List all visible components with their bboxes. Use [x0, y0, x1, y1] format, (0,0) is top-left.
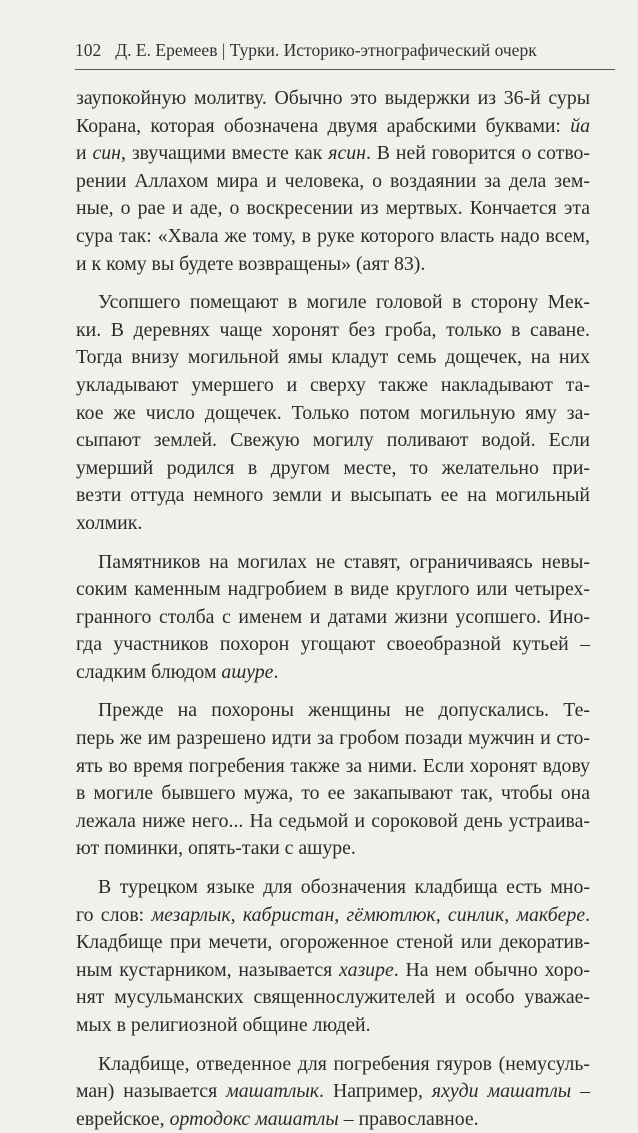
text-line: ным кустарником, называется хазире. На нем обычно хоро-	[76, 958, 590, 981]
text-line: Тогда внизу могильной ямы кладут семь дощечек, на них	[76, 346, 590, 369]
paragraph	[76, 549, 590, 687]
text-line: холмик.	[76, 511, 143, 534]
header-rule	[75, 69, 615, 70]
text-line: сура так: «Хвала же тому, в руке которого власть надо всем,	[76, 224, 590, 247]
body-text	[76, 85, 590, 1133]
text-line: Кладбище при мечети, огороженное стеной или декоратив-	[76, 931, 590, 954]
text-line: сладким блюдом ашуре.	[76, 660, 279, 683]
text-line: и к кому вы будете возвращены» (аят 83).	[76, 252, 426, 275]
paragraph	[76, 289, 590, 537]
text-line: гранного столба с именем и датами жизни усопшего. Ино-	[76, 605, 590, 628]
text-line: ять во время погребения также за ними. Если хоронят вдову	[76, 754, 590, 777]
text-line: ные, о рае и аде, о воскресении из мертвых. Кончается эта	[76, 197, 590, 220]
paragraph	[76, 697, 590, 863]
text-line: Корана, которая обозначена двумя арабскими буквами: йа	[76, 114, 590, 137]
text-line: мых в религиозной общине людей.	[76, 1014, 371, 1036]
text-line: соким каменным надгробием в виде круглого или четырех-	[76, 578, 590, 601]
text-line: рении Аллахом мира и человека, о воздаянии за дела зем-	[76, 169, 590, 192]
text-line: в могиле бывшего мужа, то ее закапывают так, чтобы она	[76, 782, 590, 805]
text-line: везти оттуда немного земли и высыпать ее на могильный	[76, 484, 590, 507]
text-line: гда участников похорон угощают своеобразной кутьей –	[76, 633, 590, 656]
text-line: Прежде на похороны женщины не допускались. Те-	[98, 699, 590, 722]
text-line: ки. В деревнях чаще хоронят без гроба, только в саване.	[76, 318, 590, 341]
text-line: Памятников на могилах не ставят, ограничиваясь невы-	[98, 550, 590, 573]
text-line: Усопшего помещают в могиле головой в сторону Мек-	[98, 291, 590, 314]
text-line: го слов: мезарлык, кабристан, гёмютлюк, синлик, макбере.	[76, 903, 591, 926]
text-line: заупокойную молитву. Обычно это выдержки из 36-й суры	[76, 87, 590, 109]
paragraph	[76, 1051, 590, 1133]
page-number: 102	[75, 40, 102, 60]
running-title: Д. Е. Еремеев | Турки. Историко-этнографический очерк	[115, 40, 537, 60]
text-line: укладывают умершего и сверху также накладывают та-	[76, 373, 590, 396]
text-line: лежала ниже него... На седьмой и сороковой день устраива-	[76, 809, 590, 832]
text-line: Кладбище, отведенное для погребения гяуров (немусуль-	[98, 1052, 590, 1075]
running-header	[75, 38, 615, 62]
paragraph	[76, 85, 590, 278]
text-line: еврейское, ортодокс машатлы – православное.	[76, 1107, 479, 1130]
text-line: нят мусульманских священнослужителей и особо уважае-	[76, 986, 590, 1009]
text-line: ют поминки, опять-таки с ашуре.	[76, 837, 356, 860]
text-line: перь же им разрешено идти за гробом позади мужчин и сто-	[76, 727, 590, 750]
text-line: кое же число дощечек. Только потом могильную яму за-	[76, 401, 590, 424]
text-line: умерший родился в другом месте, то желательно при-	[76, 456, 590, 479]
text-line: В турецком языке для обозначения кладбища есть мно-	[98, 876, 590, 899]
paragraph	[76, 874, 590, 1040]
text-line: и син, звучащими вместе как ясин. В ней говорится о сотво-	[76, 142, 590, 165]
text-line: сыпают землей. Свежую могилу поливают водой. Если	[76, 429, 590, 452]
text-line: ман) называется машатлык. Например, яхуди машатлы –	[76, 1080, 590, 1103]
